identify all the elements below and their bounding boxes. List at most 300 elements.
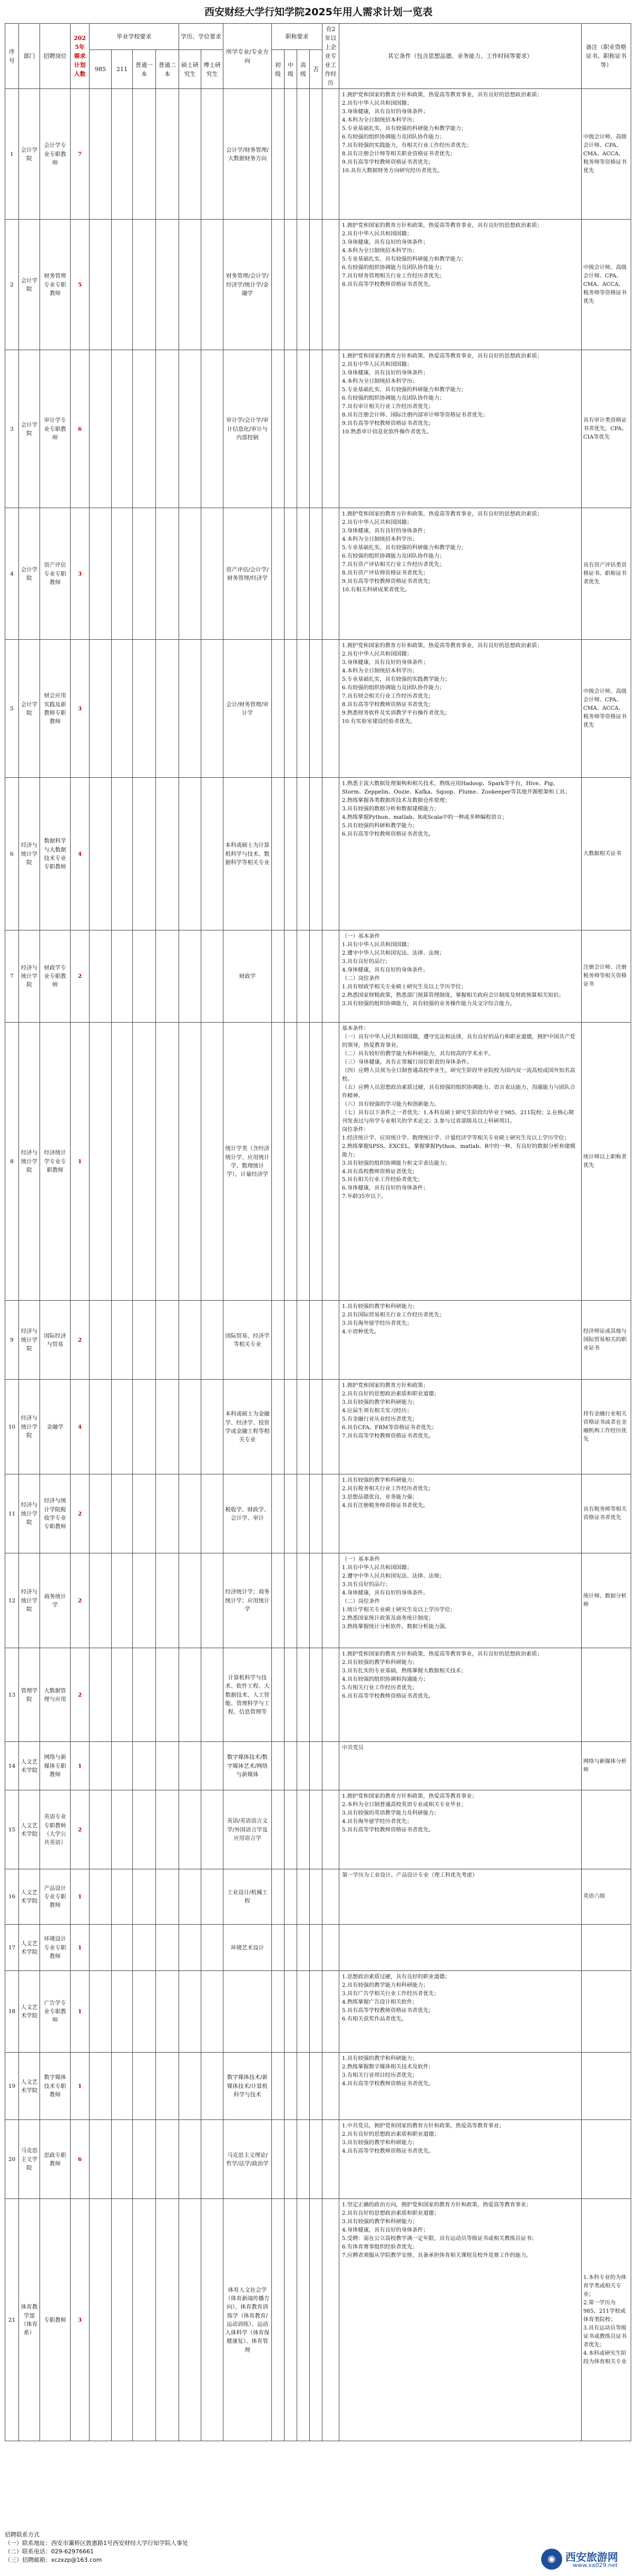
- cell-no: 4: [5, 508, 19, 640]
- cell-211: [112, 1474, 133, 1553]
- header-none: 否: [310, 50, 322, 89]
- cell-junior: [272, 1971, 285, 2053]
- cell-high: [297, 1925, 310, 1971]
- cell-other: 1.拥护党和国家的教育方针和政策，热爱高等教育事业，具有良好的思想政治素质； 2.具有中华人民共和国国籍； 3.身体健康，具有良好的身体条件； 4.本科为全日制统招本科学历； 5.专业基础扎实，具有较强的实践教学能力； 6.有较强的组织协调能力及团队协作能力； 7.具有财会相关行业工作经历者优先； 8.具有高等学校教师资格证书者优先； 9.熟悉财务软件及实训教学平台操作者优先； 10.有实验室建设经验者优先。: [339, 640, 582, 778]
- cell-plan: 4: [71, 1380, 90, 1474]
- cell-second-tier: [156, 1474, 179, 1553]
- cell-second-tier: [156, 1971, 179, 2053]
- cell-doctor: [201, 89, 223, 220]
- cell-master: [179, 778, 201, 930]
- cell-post: 财务管理专业专职教师: [40, 220, 71, 350]
- watermark-logo-icon: ◉: [541, 2549, 562, 2570]
- cell-none: [310, 1790, 322, 1869]
- cell-post: 财会应用实践及新教师专职教师: [40, 640, 71, 778]
- cell-exp: [322, 2120, 339, 2199]
- cell-second-tier: [156, 350, 179, 508]
- cell-exp: [322, 1869, 339, 1925]
- cell-no: 15: [5, 1790, 19, 1869]
- watermark: [541, 2548, 631, 2571]
- cell-plan: 6: [71, 2120, 90, 2199]
- cell-first-tier: [133, 1023, 156, 1301]
- cell-master: [179, 1925, 201, 1971]
- cell-none: [310, 89, 322, 220]
- cell-doctor: [201, 778, 223, 930]
- cell-plan: 1: [71, 1742, 90, 1790]
- cell-211: [112, 508, 133, 640]
- cell-mid: [285, 1553, 297, 1648]
- cell-first-tier: [133, 2053, 156, 2120]
- cell-first-tier: [133, 640, 156, 778]
- cell-no: 6: [5, 778, 19, 930]
- cell-note: 统计师、数据分析师: [582, 1553, 631, 1648]
- cell-doctor: [201, 2120, 223, 2199]
- cell-note: [582, 1925, 631, 1971]
- header-985: 985: [90, 50, 112, 89]
- cell-none: [310, 1301, 322, 1380]
- table-row: [5, 350, 631, 508]
- cell-other: 1.具有较强的教学和科研能力； 2.具有国际贸易相关行业工作经历者优先； 3.具有海外留学经历者优先； 4.小语种优先。: [339, 1301, 582, 1380]
- cell-none: [310, 350, 322, 508]
- cell-high: [297, 508, 310, 640]
- cell-first-tier: [133, 2199, 156, 2441]
- table-row: [5, 1971, 631, 2053]
- cell-note: 具有资产评估类资格证书、职称证书者优先: [582, 508, 631, 640]
- cell-mid: [285, 1648, 297, 1742]
- cell-master: [179, 2120, 201, 2199]
- cell-dept: 人文艺术学院: [19, 1742, 40, 1790]
- cell-junior: [272, 640, 285, 778]
- header-plan: 2025年需求计划人数: [71, 24, 90, 89]
- cell-none: [310, 2053, 322, 2120]
- cell-first-tier: [133, 350, 156, 508]
- cell-plan: 3: [71, 508, 90, 640]
- cell-first-tier: [133, 1925, 156, 1971]
- cell-second-tier: [156, 1648, 179, 1742]
- cell-no: 14: [5, 1742, 19, 1790]
- cell-no: 9: [5, 1301, 19, 1380]
- cell-plan: 4: [71, 778, 90, 930]
- cell-master: [179, 1301, 201, 1380]
- cell-major: 经济统计学；商务统计学；应用统计学: [223, 1553, 272, 1648]
- cell-plan: 2: [71, 1301, 90, 1380]
- cell-second-tier: [156, 89, 179, 220]
- cell-note: [582, 1648, 631, 1742]
- cell-master: [179, 1742, 201, 1790]
- table-row: [5, 1023, 631, 1301]
- cell-985: [90, 1023, 112, 1301]
- cell-mid: [285, 640, 297, 778]
- cell-none: [310, 1023, 322, 1301]
- cell-post: 广告学专业专职教师: [40, 1971, 71, 2053]
- cell-post: 大数据管理与应用: [40, 1648, 71, 1742]
- cell-211: [112, 89, 133, 220]
- cell-note: 持有金融行业相关资格证书或者在金融机构工作经历优先: [582, 1380, 631, 1474]
- cell-major: 英语/英语语言文学/外国语言学及应用语言学: [223, 1790, 272, 1869]
- cell-post: 专职教师: [40, 2199, 71, 2441]
- cell-plan: 5: [71, 220, 90, 350]
- cell-second-tier: [156, 220, 179, 350]
- cell-post: 数字媒体技术专职教师: [40, 2053, 71, 2120]
- cell-first-tier: [133, 1869, 156, 1925]
- cell-doctor: [201, 1553, 223, 1648]
- cell-doctor: [201, 220, 223, 350]
- cell-mid: [285, 89, 297, 220]
- cell-first-tier: [133, 1790, 156, 1869]
- table-row: [5, 2053, 631, 2120]
- cell-plan: 2: [71, 1553, 90, 1648]
- cell-junior: [272, 1380, 285, 1474]
- cell-post: 思政专职教师: [40, 2120, 71, 2199]
- cell-211: [112, 1869, 133, 1925]
- cell-junior: [272, 2053, 285, 2120]
- cell-junior: [272, 350, 285, 508]
- cell-other: （一）基本条件 1.具有中华人民共和国国籍； 2.遵守中华人民共和国宪法、法律、法规； 3.具有良好的品行； 4.身体健康，具有良好的身体条件。 （二）岗位条件 1.具有财政学相关专业硕士研究生及以上学历学位； 2.熟悉国家财税政策，熟悉部门预算管理制度，掌握相关政府会计制度及财政预算相关知识； 3.具有较强的组织协调能力，具有较强的业务操作能力及文字综合能力。: [339, 930, 582, 1023]
- cell-high: [297, 1869, 310, 1925]
- cell-note: 具有审计类资格证书者优先，CPA、CIA等优先: [582, 350, 631, 508]
- table-row: [5, 640, 631, 778]
- cell-first-tier: [133, 1742, 156, 1790]
- cell-other: 1.拥护党和国家的教育方针和政策； 2.具有良好的思想政治素质和职业道德； 3.具有较强的教学和科研能力； 4.应届生须有相关实习经历； 5.有金融行业从业经历者优先； 6.具有CFA、FRM等资格证书者优先； 7.具有高等学校教师资格证书者优先。: [339, 1380, 582, 1474]
- cell-none: [310, 1380, 322, 1474]
- cell-211: [112, 220, 133, 350]
- cell-985: [90, 1925, 112, 1971]
- cell-other: 中共党员: [339, 1742, 582, 1790]
- cell-note: 注册会计师、注册税务师等相关资格证书: [582, 930, 631, 1023]
- cell-note: 1.本科专业的为体育学类或相关专业； 2.第一学历为985、211学校或体育类院校； 3.具有运动员等级证书或教练员证书者优先； 4.本科或研究生阶段为体育相关专业: [582, 2199, 631, 2441]
- cell-211: [112, 1553, 133, 1648]
- cell-exp: [322, 89, 339, 220]
- cell-post: 英语专业专职教师（大学公共英语）: [40, 1790, 71, 1869]
- cell-master: [179, 220, 201, 350]
- cell-master: [179, 89, 201, 220]
- cell-junior: [272, 2199, 285, 2441]
- cell-first-tier: [133, 1474, 156, 1553]
- cell-first-tier: [133, 778, 156, 930]
- cell-post: 金融学: [40, 1380, 71, 1474]
- cell-post: 环境设计专业专职教师: [40, 1925, 71, 1971]
- cell-other: 1.拥护党和国家的教育方针和政策，热爱高等教育事业，具有良好的思想政治素质； 2.具有中华人民共和国国籍； 3.身体健康，具有良好的身体条件； 4.本科为全日制统招本科学历； 5.专业基础扎实，具有较强的科研能力和教学能力； 6.有较强的组织协调能力及团队协作能力； 7.具有较强的实践能力，有相关行业工作经历者优先； 8.具有注册会计师等相关职业资格证书者优先； 9.具有高等学校教师资格证书者优先； 10.具有大数据财务方向研究经历者优先。: [339, 89, 582, 220]
- cell-junior: [272, 778, 285, 930]
- cell-first-tier: [133, 1553, 156, 1648]
- cell-major: 审计学/会计学/审计信息化/审计与内部控制: [223, 350, 272, 508]
- cell-first-tier: [133, 1380, 156, 1474]
- cell-exp: [322, 1553, 339, 1648]
- cell-none: [310, 1648, 322, 1742]
- cell-high: [297, 1023, 310, 1301]
- watermark-name: 西安旅游网: [565, 2551, 618, 2563]
- cell-doctor: [201, 1790, 223, 1869]
- cell-high: [297, 89, 310, 220]
- cell-high: [297, 778, 310, 930]
- cell-211: [112, 1971, 133, 2053]
- cell-master: [179, 508, 201, 640]
- cell-major: 计算机科学与技术、软件工程、大数据技术、人工智能、管理科学与工程、信息管理等: [223, 1648, 272, 1742]
- cell-doctor: [201, 930, 223, 1023]
- cell-dept: 管理学院: [19, 1648, 40, 1742]
- cell-dept: 人文艺术学院: [19, 1869, 40, 1925]
- recruitment-table: [5, 23, 631, 2441]
- cell-985: [90, 1380, 112, 1474]
- cell-high: [297, 2053, 310, 2120]
- cell-other: 1.拥护党和国家的教育方针和政策，热爱高等教育事业，具有良好的思想政治素质； 2.具有中华人民共和国国籍； 3.身体健康，具有良好的身体条件； 4.本科为全日制统招本科学历； 5.专业基础扎实，具有较强的科研能力和教学能力； 6.有较强的组织协调能力及团队协作能力； 7.具有审计相关行业工作经历者优先； 8.具有注册会计师、国际注册内部审计师等资格证书者优先； 9.具有高等学校教师资格证书者优先； 10.熟悉审计信息化软件操作者优先。: [339, 350, 582, 508]
- header-no: 序号: [5, 24, 19, 89]
- cell-note: 中级会计师、高级会计师、CPA、CMA、ACCA、税务师等资格证书优先: [582, 89, 631, 220]
- cell-major: 数字媒体技术/数字媒体艺术/网络与新媒体: [223, 1742, 272, 1790]
- header-high: 高级: [297, 50, 310, 89]
- cell-dept: 经济与统计学院: [19, 930, 40, 1023]
- cell-second-tier: [156, 1869, 179, 1925]
- cell-211: [112, 778, 133, 930]
- cell-note: [582, 2120, 631, 2199]
- cell-high: [297, 1790, 310, 1869]
- cell-no: 7: [5, 930, 19, 1023]
- cell-doctor: [201, 1301, 223, 1380]
- cell-master: [179, 1971, 201, 2053]
- header-title-req: 职称要求: [272, 24, 322, 50]
- cell-major: [223, 1971, 272, 2053]
- cell-major: 马克思主义理论/哲学/法学/政治学: [223, 2120, 272, 2199]
- cell-exp: [322, 930, 339, 1023]
- cell-high: [297, 1971, 310, 2053]
- cell-985: [90, 1648, 112, 1742]
- cell-211: [112, 1380, 133, 1474]
- cell-junior: [272, 1474, 285, 1553]
- cell-none: [310, 640, 322, 778]
- cell-note: 统计师以上职称者优先: [582, 1023, 631, 1301]
- cell-master: [179, 1790, 201, 1869]
- cell-no: 11: [5, 1474, 19, 1553]
- cell-major: 本科或硕士为金融学、经济学、投资学或金融工程等相关专业: [223, 1380, 272, 1474]
- cell-first-tier: [133, 89, 156, 220]
- cell-master: [179, 930, 201, 1023]
- cell-no: 12: [5, 1553, 19, 1648]
- cell-dept: 人文艺术学院: [19, 1925, 40, 1971]
- cell-second-tier: [156, 1742, 179, 1790]
- cell-high: [297, 1648, 310, 1742]
- table-row: [5, 1742, 631, 1790]
- cell-major: 环境艺术设计: [223, 1925, 272, 1971]
- cell-first-tier: [133, 1301, 156, 1380]
- header-post: 招聘岗位: [40, 24, 71, 89]
- footer-address: （一）联系地址：西安市灞桥区敦惠路1号西安财经大学行知学院人事处: [5, 2539, 188, 2547]
- cell-none: [310, 1869, 322, 1925]
- cell-doctor: [201, 1925, 223, 1971]
- cell-high: [297, 2199, 310, 2441]
- cell-first-tier: [133, 2120, 156, 2199]
- cell-second-tier: [156, 1301, 179, 1380]
- cell-doctor: [201, 2053, 223, 2120]
- cell-plan: 1: [71, 1925, 90, 1971]
- cell-985: [90, 508, 112, 640]
- cell-211: [112, 2199, 133, 2441]
- footer-email[interactable]: （三）招聘邮箱：xczxzp@163.com: [5, 2556, 102, 2563]
- cell-dept: 经济与统计学院: [19, 1553, 40, 1648]
- cell-985: [90, 1869, 112, 1925]
- cell-plan: 3: [71, 640, 90, 778]
- table-row: [5, 508, 631, 640]
- cell-note: [582, 1971, 631, 2053]
- cell-major: 资产评估/会计学/财务管理/经济学: [223, 508, 272, 640]
- cell-exp: [322, 2053, 339, 2120]
- cell-second-tier: [156, 1553, 179, 1648]
- header-second-tier: 普通二本: [156, 50, 179, 89]
- cell-none: [310, 930, 322, 1023]
- cell-doctor: [201, 350, 223, 508]
- cell-mid: [285, 2199, 297, 2441]
- header-mid: 中级: [285, 50, 297, 89]
- header-dept: 部门: [19, 24, 40, 89]
- cell-985: [90, 89, 112, 220]
- cell-second-tier: [156, 1790, 179, 1869]
- cell-high: [297, 930, 310, 1023]
- cell-second-tier: [156, 778, 179, 930]
- cell-post: 经济统计学专业专职教师: [40, 1023, 71, 1301]
- cell-master: [179, 1380, 201, 1474]
- header-first-tier: 普通一本: [133, 50, 156, 89]
- cell-second-tier: [156, 1925, 179, 1971]
- table-row: [5, 1553, 631, 1648]
- cell-exp: [322, 1474, 339, 1553]
- cell-post: 经济与统计学院税收学专业专职教师: [40, 1474, 71, 1553]
- header-master: 硕士研究生: [179, 50, 201, 89]
- cell-other: 1.拥护党和国家的教育方针和政策，热爱高等教育事业，具有良好的思想政治素质； 2.具有中华人民共和国国籍； 3.身体健康，具有良好的身体条件； 4.本科为全日制统招本科学历； 5.专业基础扎实，具有较强的科研能力和教学能力； 6.有较强的组织协调能力及团队协作能力； 7.具有资产评估相关行业工作经历者优先； 8.具有资产评估师资格证书者优先； 9.具有高等学校教师资格证书者优先； 10.有相关科研成果者优先。: [339, 508, 582, 640]
- cell-doctor: [201, 1742, 223, 1790]
- footer-phone: （二）联系电话：029-62976661: [5, 2548, 94, 2555]
- cell-junior: [272, 508, 285, 640]
- cell-211: [112, 1925, 133, 1971]
- cell-985: [90, 1790, 112, 1869]
- cell-985: [90, 1301, 112, 1380]
- header-doctor: 博士研究生: [201, 50, 223, 89]
- cell-none: [310, 1971, 322, 2053]
- cell-mid: [285, 1790, 297, 1869]
- header-major: 所学专业/专业方向: [223, 24, 272, 89]
- cell-plan: 1: [71, 1023, 90, 1301]
- cell-no: 8: [5, 1023, 19, 1301]
- cell-major: 数字媒体技术/新媒体技术/计算机科学与技术: [223, 2053, 272, 2120]
- cell-211: [112, 1742, 133, 1790]
- cell-none: [310, 220, 322, 350]
- cell-mid: [285, 2053, 297, 2120]
- cell-major: 税收学、财政学、会计学、审计: [223, 1474, 272, 1553]
- cell-plan: 2: [71, 1474, 90, 1553]
- cell-high: [297, 2120, 310, 2199]
- cell-dept: 会计学院: [19, 640, 40, 778]
- cell-no: 16: [5, 1869, 19, 1925]
- cell-none: [310, 778, 322, 930]
- cell-mid: [285, 1474, 297, 1553]
- cell-plan: 1: [71, 1971, 90, 2053]
- cell-dept: 经济与统计学院: [19, 1023, 40, 1301]
- cell-no: 1: [5, 89, 19, 220]
- cell-major: 会计/财务管理/审计学: [223, 640, 272, 778]
- contact-footer: [5, 2531, 188, 2564]
- cell-note: 经济师证或其他与国际贸易相关的职业证书: [582, 1301, 631, 1380]
- cell-exp: [322, 2199, 339, 2441]
- cell-second-tier: [156, 1380, 179, 1474]
- cell-dept: 人文艺术学院: [19, 2053, 40, 2120]
- cell-post: 数据科学与大数据技术专业专职教师: [40, 778, 71, 930]
- cell-other: 1.拥护党和国家的教育方针和政策，热爱高等教育事业，具有良好的思想政治素质； 2.具有中华人民共和国国籍； 3.身体健康，具有良好的身体条件； 4.本科为全日制统招本科学历； 5.专业基础扎实，具有较强的科研能力和教学能力； 6.有较强的组织协调能力及团队协作能力； 7.具有财务管理相关行业工作经历者优先； 8.具有高等学校教师资格证书者优先。: [339, 220, 582, 350]
- cell-exp: [322, 1301, 339, 1380]
- cell-major: 本科或硕士为计算机科学与技术、数据科学等相关专业: [223, 778, 272, 930]
- cell-211: [112, 930, 133, 1023]
- table-row: [5, 1301, 631, 1380]
- cell-master: [179, 2199, 201, 2441]
- cell-exp: [322, 220, 339, 350]
- cell-first-tier: [133, 1971, 156, 2053]
- cell-first-tier: [133, 508, 156, 640]
- cell-note: [582, 1790, 631, 1869]
- cell-985: [90, 2199, 112, 2441]
- cell-exp: [322, 350, 339, 508]
- cell-plan: 1: [71, 1869, 90, 1925]
- cell-dept: 会计学院: [19, 89, 40, 220]
- table-row: [5, 2199, 631, 2441]
- cell-junior: [272, 930, 285, 1023]
- cell-no: 3: [5, 350, 19, 508]
- cell-mid: [285, 1023, 297, 1301]
- cell-exp: [322, 1023, 339, 1301]
- cell-no: 21: [5, 2199, 19, 2441]
- cell-none: [310, 1925, 322, 1971]
- cell-plan: 2: [71, 930, 90, 1023]
- cell-mid: [285, 1925, 297, 1971]
- cell-exp: [322, 1925, 339, 1971]
- cell-other: 1.中共党员，拥护党和国家的教育方针和政策，热爱高等教育事业； 2.具有良好的思想政治素质和职业道德； 3.具有较强的教学和科研能力； 4.具有高等学校教师资格证书者优先。: [339, 2120, 582, 2199]
- cell-dept: 会计学院: [19, 350, 40, 508]
- cell-major: 国际贸易、经济学等相关专业: [223, 1301, 272, 1380]
- cell-dept: 会计学院: [19, 220, 40, 350]
- cell-no: 2: [5, 220, 19, 350]
- header-school: 毕业学校要求: [90, 24, 179, 50]
- cell-major: 体育人文社会学（体育新闻传播方向）、体育教育训练学（体育教育/运动训练）、运动人体科学（体育保健康复）、体育管理: [223, 2199, 272, 2441]
- cell-second-tier: [156, 508, 179, 640]
- cell-mid: [285, 930, 297, 1023]
- cell-985: [90, 2053, 112, 2120]
- cell-exp: [322, 1971, 339, 2053]
- cell-plan: 3: [71, 2199, 90, 2441]
- cell-master: [179, 1553, 201, 1648]
- cell-211: [112, 2120, 133, 2199]
- cell-junior: [272, 1925, 285, 1971]
- cell-plan: 6: [71, 350, 90, 508]
- cell-second-tier: [156, 1023, 179, 1301]
- cell-dept: 经济与统计学院: [19, 1380, 40, 1474]
- header-other: 其它条件（包含思想品德、业务能力、工作时间等要求）: [339, 24, 582, 89]
- cell-post: 审计学专业专职教师: [40, 350, 71, 508]
- cell-no: 19: [5, 2053, 19, 2120]
- cell-no: 13: [5, 1648, 19, 1742]
- page-title: 西安财经大学行知学院2025年用人需求计划一览表: [204, 6, 433, 18]
- cell-none: [310, 1553, 322, 1648]
- cell-211: [112, 1648, 133, 1742]
- watermark-url: www.xa029.net: [573, 2562, 618, 2569]
- cell-major: 统计学类（含经济统计学、应用统计学、数理统计学），计量经济学: [223, 1023, 272, 1301]
- cell-note: 中级会计师、高级会计师、CPA、CMA、ACCA、税务师等资格证书优先: [582, 220, 631, 350]
- table-row: [5, 1925, 631, 1971]
- cell-211: [112, 1301, 133, 1380]
- cell-note: 网络与新媒体分析师: [582, 1742, 631, 1790]
- cell-other: 1.熟悉主流大数据处理架构和相关技术，熟练应用Hadoop、Spark等平台，Hive、Pig、Storm、Zeppelin、Oozie、Kafka、Sqoop、Flume、Zookeeper等其他开源框架和工具； 2.熟练掌握各类数据库技术及数据仓库原理； 3.具有较强的数据分析和数据建模能力； 4.熟练掌握Python、matlab、R或Scala中的一种或多种编程语言； 5.具有较强的科研和教学能力； 6.具有高等学校教师资格证书者优先。: [339, 778, 582, 930]
- cell-exp: [322, 778, 339, 930]
- cell-no: 20: [5, 2120, 19, 2199]
- cell-second-tier: [156, 2199, 179, 2441]
- cell-master: [179, 1474, 201, 1553]
- cell-985: [90, 1971, 112, 2053]
- cell-junior: [272, 2120, 285, 2199]
- cell-none: [310, 1742, 322, 1790]
